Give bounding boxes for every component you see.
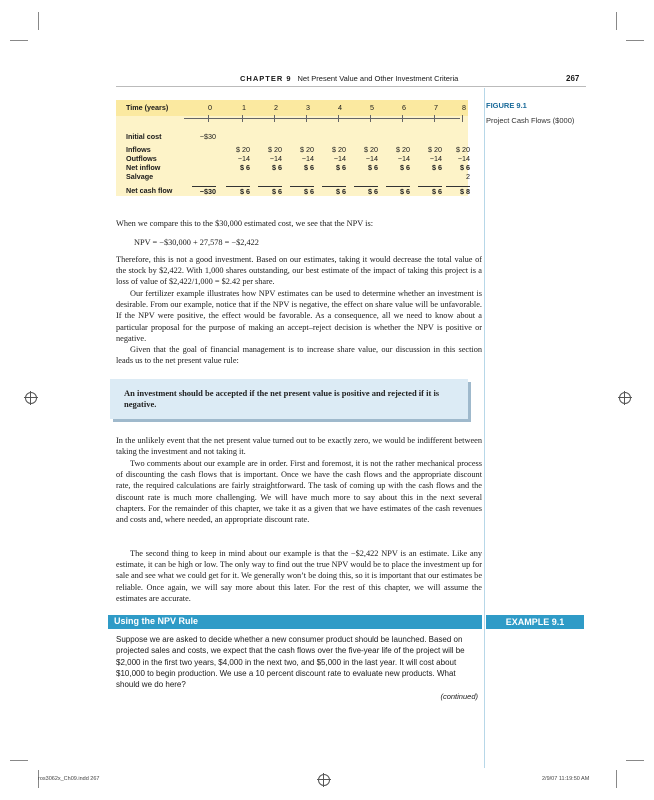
timeline-cell: −14 <box>457 154 470 163</box>
paragraph: When we compare this to the $30,000 estimated cost, we see that the NPV is: <box>116 219 373 228</box>
timeline-row-label: Net cash flow <box>126 186 173 195</box>
timeline-cell: −14 <box>397 154 410 163</box>
example-label: EXAMPLE 9.1 <box>486 615 584 629</box>
timeline-cell: $ 20 <box>428 145 442 154</box>
timeline-row-label: Net inflow <box>126 163 161 172</box>
timeline-cell: $ 20 <box>332 145 346 154</box>
continued-note: (continued) <box>440 692 478 701</box>
timeline-tick <box>462 115 463 122</box>
timeline-cell: −$30 <box>192 186 216 196</box>
timeline-cell: $ 6 <box>290 186 314 196</box>
timeline-year: 4 <box>338 103 342 112</box>
timeline-cell: $ 6 <box>354 186 378 196</box>
timeline-year: 6 <box>402 103 406 112</box>
timeline-cell: 2 <box>466 172 470 181</box>
timeline-cell: $ 6 <box>258 186 282 196</box>
timeline-cell: $ 20 <box>236 145 250 154</box>
figure-title: Project Cash Flows ($000) <box>486 116 575 125</box>
chapter-label: CHAPTER 9 Net Present Value and Other Investment Criteria <box>240 74 459 83</box>
npv-equation: NPV = −$30,000 + 27,578 = −$2,422 <box>134 238 259 247</box>
timeline-cell: $ 20 <box>268 145 282 154</box>
paragraph: Two comments about our example are in order. First and foremost, it is not the rather mechanical process of discounting the cash flows that is important. Once we have the cash flows and the appropriate discount rate, the required calculations are fairly straightforward. The task of coming up with the cash flows and the discount rate is much more challenging. We will have much more to say about this in the next several chapters. For the remainder of this chapter, we take it as a given that we have estimates of the cash revenues and costs and, where needed, an appropriate discount rate. <box>116 459 482 525</box>
timeline-cell: $ 20 <box>396 145 410 154</box>
paragraph: In the unlikely event that the net present value turned out to be exactly zero, we would be indifferent between taking the investment and not taking it. <box>116 436 482 457</box>
timeline-year: 1 <box>242 103 246 112</box>
timeline-cell: $ 6 <box>304 163 314 172</box>
timeline-cell: −$30 <box>199 132 216 141</box>
timeline-axis <box>184 118 460 119</box>
figure-label: FIGURE 9.1 <box>486 101 527 110</box>
cash-flow-timeline <box>116 100 468 196</box>
timeline-cell: $ 6 <box>272 163 282 172</box>
timeline-tick <box>274 115 275 122</box>
timeline-tick <box>402 115 403 122</box>
registration-mark-icon <box>25 392 37 404</box>
timeline-cell: $ 6 <box>226 186 250 196</box>
timeline-cell: $ 6 <box>432 163 442 172</box>
page-number: 267 <box>566 74 580 83</box>
example-title: Using the NPV Rule <box>114 616 199 626</box>
timeline-year: 8 <box>462 103 466 112</box>
timeline-tick <box>208 115 209 122</box>
timeline-row-label: Initial cost <box>126 132 162 141</box>
timeline-year: 7 <box>434 103 438 112</box>
paragraph: Given that the goal of financial management is to increase share value, our discussion in this section leads us to the net present value rule: <box>116 345 482 366</box>
timeline-year: 2 <box>274 103 278 112</box>
timeline-cell: $ 6 <box>336 163 346 172</box>
example-title-bar <box>108 615 482 629</box>
timeline-cell: $ 6 <box>400 163 410 172</box>
timeline-year: 3 <box>306 103 310 112</box>
timeline-cell: $ 20 <box>456 145 470 154</box>
timeline-tick <box>434 115 435 122</box>
timeline-cell: $ 8 <box>446 186 470 196</box>
paragraph: Our fertilizer example illustrates how NPV estimates can be used to determine whether an investment is desirable. From our example, notice that if the NPV is negative, the effect on share value will be unfavorable. If the NPV were positive, the effect would be favorable. As a consequence, all we need to know about a particular proposal for the purpose of making an accept–reject decision is whether the NPV is positive or negative. <box>116 289 482 343</box>
footer-file: ros3062x_Ch09.indd 267 <box>38 776 100 782</box>
timeline-cell: $ 20 <box>364 145 378 154</box>
timeline-cell: −14 <box>237 154 250 163</box>
example-text: Suppose we are asked to decide whether a new consumer product should be launched. Based on projected sales and costs, we expect that the cash flows over the five-year life of the project will be $2,000 in the first two years, $4,000 in the next two, and $5,000 in the last year. It will cost about $10,000 to begin production. We use a 10 percent discount rate to evaluate new products. What should we do here? <box>116 635 465 690</box>
timeline-cell: −14 <box>365 154 378 163</box>
timeline-cell: −14 <box>269 154 282 163</box>
timeline-label: Time (years) <box>126 103 169 112</box>
timeline-cell: −14 <box>429 154 442 163</box>
timeline-row-label: Salvage <box>126 172 154 181</box>
margin-rule <box>484 88 485 768</box>
timeline-cell: −14 <box>301 154 314 163</box>
registration-mark-icon <box>318 774 330 786</box>
timeline-cell: $ 6 <box>418 186 442 196</box>
npv-rule-box <box>110 379 468 419</box>
timeline-year: 5 <box>370 103 374 112</box>
timeline-tick <box>338 115 339 122</box>
timeline-tick <box>370 115 371 122</box>
paragraph: Therefore, this is not a good investment. Based on our estimates, taking it would decrease the total value of the stock by $2,422. With 1,000 shares outstanding, our best estimate of the impact of taking this project is a loss of value of $2,422/1,000 = $2.42 per share. <box>116 255 482 287</box>
timeline-tick <box>242 115 243 122</box>
timeline-year: 0 <box>208 103 212 112</box>
footer-timestamp: 2/9/07 11:19:50 AM <box>542 776 590 782</box>
timeline-row-label: Outflows <box>126 154 157 163</box>
timeline-cell: $ 6 <box>460 163 470 172</box>
timeline-cell: $ 6 <box>322 186 346 196</box>
npv-rule: An investment should be accepted if the net present value is positive and rejected if it is negative. <box>124 388 440 409</box>
timeline-cell: $ 6 <box>386 186 410 196</box>
header-rule <box>116 86 586 87</box>
paragraph: The second thing to keep in mind about our example is that the −$2,422 NPV is an estimate. Like any estimate, it can be high or low. The only way to find out the true NPV would be to place the investment up for sale and see what we could get for it. We generally won’t be doing this, so it is important that our estimates be reliable. Once again, we will say more about this later. For the rest of this chapter, we will assume the estimates are accurate. <box>116 549 482 603</box>
timeline-cell: −14 <box>333 154 346 163</box>
figure-caption <box>486 101 574 125</box>
timeline-tick <box>306 115 307 122</box>
timeline-cell: $ 6 <box>240 163 250 172</box>
timeline-cell: $ 6 <box>368 163 378 172</box>
timeline-cell: $ 20 <box>300 145 314 154</box>
timeline-row-label: Inflows <box>126 145 151 154</box>
registration-mark-icon <box>619 392 631 404</box>
